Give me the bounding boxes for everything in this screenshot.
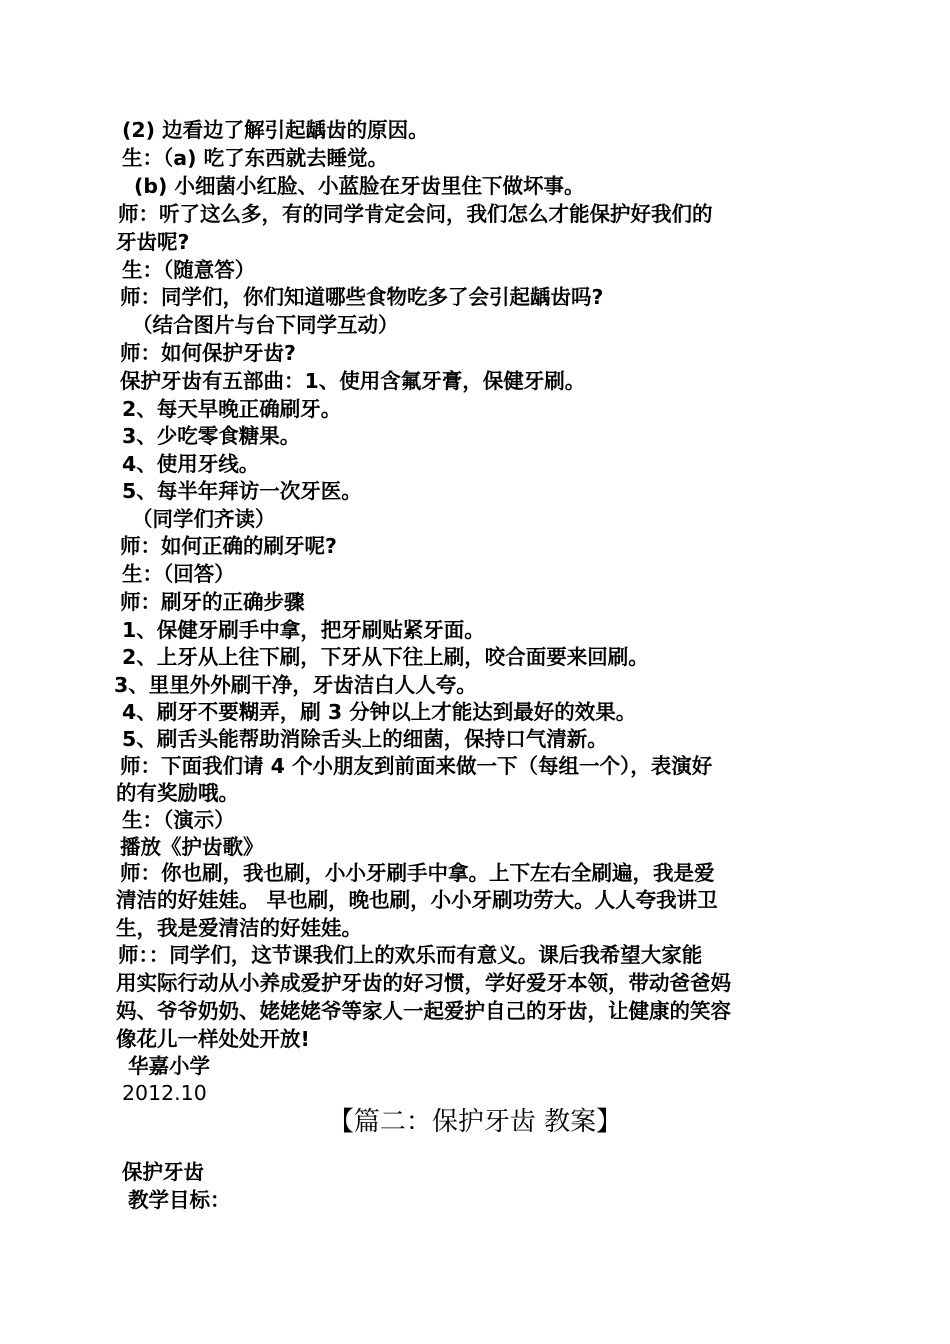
text-line: (b) 小细菌小红脸、小蓝脸在牙齿里住下做坏事。: [134, 174, 585, 198]
text-line: 像花儿一样处处开放!: [116, 1027, 310, 1051]
text-line: 4、使用牙线。: [122, 452, 260, 476]
text-line: 的有奖励哦。: [116, 781, 239, 805]
lesson-title: 保护牙齿: [122, 1160, 204, 1184]
text-line: 2、每天早晚正确刷牙。: [122, 397, 342, 421]
text-line: 师：如何保护牙齿?: [120, 341, 296, 365]
text-line: 师：同学们，你们知道哪些食物吃多了会引起龋齿吗?: [120, 285, 604, 309]
text-line: 1、保健牙刷手中拿，把牙刷贴紧牙面。: [122, 618, 485, 642]
text-line: 生：（回答）: [122, 562, 235, 586]
text-line: 生：（a) 吃了东西就去睡觉。: [122, 146, 389, 170]
text-line: 5、每半年拜访一次牙医。: [122, 479, 362, 503]
text-line: 清洁的好娃娃。 早也刷，晚也刷，小小牙刷功劳大。人人夸我讲卫: [116, 888, 718, 912]
text-line: 4、刷牙不要糊弄，刷 3 分钟以上才能达到最好的效果。: [122, 700, 637, 724]
text-line: 播放《护齿歌》: [120, 835, 264, 859]
text-line: 生，我是爱清洁的好娃娃。: [116, 916, 362, 940]
text-line: 生：（演示）: [122, 808, 235, 832]
text-line: 3、里里外外刷干净，牙齿洁白人人夸。: [114, 673, 477, 697]
text-line: 师：刷牙的正确步骤: [120, 590, 305, 614]
text-line: 生：（随意答）: [122, 258, 256, 282]
text-line: 师：听了这么多，有的同学肯定会问，我们怎么才能保护好我们的: [118, 202, 713, 226]
text-line: （同学们齐读）: [132, 507, 276, 531]
text-line: 妈、爷爷奶奶、姥姥姥爷等家人一起爱护自己的牙齿，让健康的笑容: [116, 999, 731, 1023]
text-line: 用实际行动从小养成爱护牙齿的好习惯，学好爱牙本领，带动爸爸妈: [116, 971, 731, 995]
date: 2012.10: [122, 1081, 207, 1105]
text-line: 2、上牙从上往下刷，下牙从下往上刷，咬合面要来回刷。: [122, 645, 649, 669]
text-line: (2) 边看边了解引起龋齿的原因。: [122, 118, 429, 142]
text-line: 师：下面我们请 4 个小朋友到前面来做一下（每组一个），表演好: [120, 754, 713, 778]
text-line: （结合图片与台下同学互动）: [132, 313, 399, 337]
teaching-goals-heading: 教学目标：: [128, 1188, 231, 1212]
text-line: 师：：同学们，这节课我们上的欢乐而有意义。课后我希望大家能: [118, 943, 703, 967]
text-line: 师：你也刷，我也刷，小小牙刷手中拿。上下左右全刷遍，我是爱: [120, 861, 715, 885]
text-line: 牙齿呢?: [116, 230, 190, 254]
section-title: 【篇二：保护牙齿 教案】: [327, 1107, 623, 1137]
school-name: 华嘉小学: [128, 1054, 210, 1078]
text-line: 3、少吃零食糖果。: [122, 424, 301, 448]
text-line: 保护牙齿有五部曲：1、使用含氟牙膏，保健牙刷。: [120, 369, 586, 393]
text-line: 5、刷舌头能帮助消除舌头上的细菌，保持口气清新。: [122, 727, 608, 751]
text-line: 师：如何正确的刷牙呢?: [120, 534, 337, 558]
